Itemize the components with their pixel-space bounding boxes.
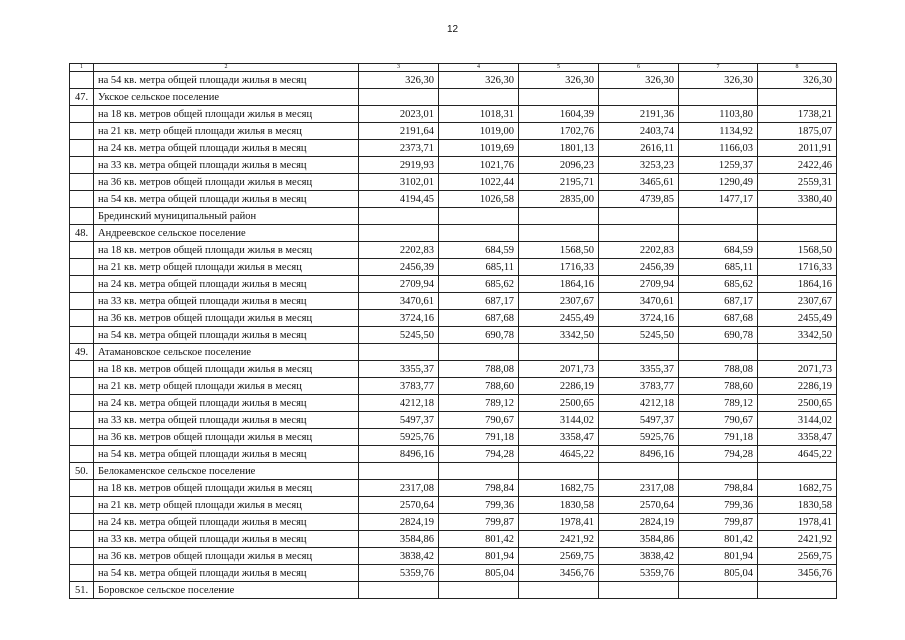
value-cell: 3584,86 [359,531,439,548]
value-cell: 805,04 [679,565,758,582]
row-number [70,429,94,446]
value-cell: 791,18 [679,429,758,446]
value-cell: 2709,94 [599,276,679,293]
value-cell: 2455,49 [758,310,837,327]
value-cell: 1738,21 [758,106,837,123]
row-label: Укское сельское поселение [94,89,359,106]
row-label: на 21 кв. метр общей площади жилья в месяц [94,123,359,140]
column-number: 6 [599,64,679,72]
value-cell: 2202,83 [599,242,679,259]
value-cell: 2569,75 [758,548,837,565]
value-cell: 1875,07 [758,123,837,140]
value-cell [758,344,837,361]
row-label: на 36 кв. метров общей площади жилья в месяц [94,174,359,191]
value-cell: 3470,61 [599,293,679,310]
value-cell [519,225,599,242]
table-row [70,225,837,242]
row-number: 48. [70,225,94,242]
table-row [70,446,837,463]
value-cell: 3838,42 [599,548,679,565]
value-cell: 2286,19 [758,378,837,395]
row-label: на 24 кв. метра общей площади жилья в месяц [94,140,359,157]
row-number [70,548,94,565]
table-row [70,463,837,480]
value-cell: 3380,40 [758,191,837,208]
value-cell: 326,30 [599,72,679,89]
row-number [70,174,94,191]
value-cell: 5359,76 [599,565,679,582]
row-number [70,310,94,327]
row-number [70,208,94,225]
table-row [70,208,837,225]
value-cell: 8496,16 [359,446,439,463]
value-cell [758,463,837,480]
value-cell: 1568,50 [758,242,837,259]
value-cell: 3342,50 [519,327,599,344]
value-cell: 801,42 [439,531,519,548]
table-row [70,89,837,106]
row-number [70,446,94,463]
row-number [70,327,94,344]
value-cell: 2307,67 [758,293,837,310]
table-row [70,276,837,293]
value-cell: 789,12 [679,395,758,412]
row-label: на 21 кв. метр общей площади жилья в месяц [94,497,359,514]
tariff-table [69,63,837,599]
value-cell: 1568,50 [519,242,599,259]
table-row [70,293,837,310]
row-label: на 54 кв. метра общей площади жилья в месяц [94,446,359,463]
row-label: Атамановское сельское поселение [94,344,359,361]
value-cell: 326,30 [439,72,519,89]
value-cell: 687,68 [679,310,758,327]
value-cell: 801,94 [679,548,758,565]
value-cell: 1019,00 [439,123,519,140]
column-number: 2 [94,64,359,72]
value-cell [758,582,837,599]
row-label: на 36 кв. метров общей площади жилья в месяц [94,429,359,446]
value-cell: 2023,01 [359,106,439,123]
column-number: 4 [439,64,519,72]
value-cell [439,582,519,599]
value-cell: 3470,61 [359,293,439,310]
row-number [70,293,94,310]
value-cell: 2569,75 [519,548,599,565]
column-number: 3 [359,64,439,72]
table-row [70,310,837,327]
value-cell: 326,30 [679,72,758,89]
row-label: на 36 кв. метров общей площади жилья в месяц [94,310,359,327]
value-cell [679,208,758,225]
row-number [70,242,94,259]
value-cell: 2373,71 [359,140,439,157]
value-cell [519,463,599,480]
value-cell: 5359,76 [359,565,439,582]
value-cell: 3144,02 [519,412,599,429]
value-cell: 788,60 [679,378,758,395]
value-cell: 1682,75 [519,480,599,497]
value-cell [359,89,439,106]
table-row [70,72,837,89]
value-cell: 2500,65 [519,395,599,412]
value-cell: 2286,19 [519,378,599,395]
value-cell: 2570,64 [599,497,679,514]
row-label: на 21 кв. метр общей площади жилья в месяц [94,259,359,276]
value-cell: 3342,50 [758,327,837,344]
value-cell: 5925,76 [359,429,439,446]
row-label: на 33 кв. метра общей площади жилья в месяц [94,412,359,429]
row-label: на 18 кв. метров общей площади жилья в месяц [94,106,359,123]
table-row [70,429,837,446]
value-cell: 799,87 [679,514,758,531]
value-cell: 1021,76 [439,157,519,174]
value-cell [519,89,599,106]
value-cell: 799,87 [439,514,519,531]
value-cell [599,344,679,361]
value-cell: 8496,16 [599,446,679,463]
table-row [70,548,837,565]
value-cell [519,582,599,599]
row-label: на 54 кв. метра общей площади жилья в месяц [94,191,359,208]
row-label: на 36 кв. метров общей площади жилья в месяц [94,548,359,565]
value-cell: 3144,02 [758,412,837,429]
row-number [70,72,94,89]
value-cell: 1604,39 [519,106,599,123]
value-cell: 3838,42 [359,548,439,565]
value-cell: 794,28 [679,446,758,463]
value-cell: 685,62 [439,276,519,293]
value-cell: 3584,86 [599,531,679,548]
value-cell: 790,67 [439,412,519,429]
value-cell: 794,28 [439,446,519,463]
value-cell [679,582,758,599]
value-cell: 2455,49 [519,310,599,327]
table-row [70,378,837,395]
value-cell [519,344,599,361]
table-row [70,327,837,344]
row-label: на 21 кв. метр общей площади жилья в месяц [94,378,359,395]
value-cell: 798,84 [439,480,519,497]
value-cell: 685,11 [439,259,519,276]
row-number [70,361,94,378]
value-cell: 685,11 [679,259,758,276]
value-cell: 2307,67 [519,293,599,310]
column-number: 8 [758,64,837,72]
value-cell: 684,59 [679,242,758,259]
value-cell [439,89,519,106]
value-cell: 3724,16 [599,310,679,327]
value-cell: 5497,37 [359,412,439,429]
value-cell: 1830,58 [519,497,599,514]
value-cell [758,208,837,225]
value-cell: 4212,18 [359,395,439,412]
value-cell: 788,60 [439,378,519,395]
table-row [70,497,837,514]
value-cell: 690,78 [439,327,519,344]
value-cell: 5245,50 [599,327,679,344]
row-label: Боровское сельское поселение [94,582,359,599]
value-cell: 2317,08 [359,480,439,497]
value-cell: 326,30 [519,72,599,89]
value-cell: 1702,76 [519,123,599,140]
value-cell: 799,36 [679,497,758,514]
value-cell: 3358,47 [519,429,599,446]
value-cell: 2709,94 [359,276,439,293]
value-cell: 801,94 [439,548,519,565]
value-cell [679,344,758,361]
row-label: на 18 кв. метров общей площади жилья в месяц [94,242,359,259]
value-cell [439,344,519,361]
value-cell [679,225,758,242]
value-cell: 791,18 [439,429,519,446]
row-label: на 33 кв. метра общей площади жилья в месяц [94,531,359,548]
value-cell: 2191,64 [359,123,439,140]
row-number: 49. [70,344,94,361]
table-row [70,480,837,497]
value-cell [359,463,439,480]
value-cell: 2456,39 [599,259,679,276]
value-cell: 2071,73 [758,361,837,378]
value-cell [599,89,679,106]
value-cell: 5245,50 [359,327,439,344]
value-cell: 1019,69 [439,140,519,157]
row-number [70,157,94,174]
value-cell: 1716,33 [519,259,599,276]
value-cell: 4212,18 [599,395,679,412]
value-cell: 4645,22 [519,446,599,463]
row-label: на 24 кв. метра общей площади жилья в месяц [94,395,359,412]
value-cell: 2824,19 [599,514,679,531]
row-number [70,259,94,276]
value-cell: 2500,65 [758,395,837,412]
value-cell: 4194,45 [359,191,439,208]
value-cell: 3465,61 [599,174,679,191]
row-number [70,276,94,293]
value-cell [679,89,758,106]
value-cell: 3355,37 [599,361,679,378]
value-cell: 1864,16 [519,276,599,293]
value-cell: 2570,64 [359,497,439,514]
value-cell: 2191,36 [599,106,679,123]
value-cell [439,208,519,225]
value-cell: 687,17 [439,293,519,310]
value-cell [599,582,679,599]
row-label: на 54 кв. метра общей площади жилья в месяц [94,72,359,89]
value-cell [439,463,519,480]
value-cell: 1801,13 [519,140,599,157]
row-number [70,395,94,412]
value-cell: 3724,16 [359,310,439,327]
value-cell [758,89,837,106]
value-cell: 1018,31 [439,106,519,123]
value-cell: 1290,49 [679,174,758,191]
table-row [70,344,837,361]
value-cell: 685,62 [679,276,758,293]
value-cell: 687,68 [439,310,519,327]
table-row [70,106,837,123]
value-cell: 789,12 [439,395,519,412]
column-number: 1 [70,64,94,72]
value-cell: 684,59 [439,242,519,259]
value-cell: 1978,41 [758,514,837,531]
value-cell: 1259,37 [679,157,758,174]
value-cell: 1864,16 [758,276,837,293]
value-cell: 2317,08 [599,480,679,497]
table-row [70,514,837,531]
value-cell: 3102,01 [359,174,439,191]
row-label: Брединский муниципальный район [94,208,359,225]
value-cell: 1026,58 [439,191,519,208]
value-cell: 4645,22 [758,446,837,463]
value-cell: 2559,31 [758,174,837,191]
row-number [70,565,94,582]
column-number: 5 [519,64,599,72]
value-cell: 2835,00 [519,191,599,208]
value-cell: 3355,37 [359,361,439,378]
row-number: 50. [70,463,94,480]
row-number: 51. [70,582,94,599]
table-row [70,140,837,157]
table-row [70,191,837,208]
value-cell: 326,30 [758,72,837,89]
table-row [70,157,837,174]
value-cell: 799,36 [439,497,519,514]
row-number [70,191,94,208]
value-cell: 3783,77 [599,378,679,395]
value-cell: 2421,92 [758,531,837,548]
page-number: 12 [446,24,459,35]
table-row [70,531,837,548]
value-cell: 3456,76 [758,565,837,582]
value-cell: 1477,17 [679,191,758,208]
value-cell: 1830,58 [758,497,837,514]
row-label: Белокаменское сельское поселение [94,463,359,480]
value-cell: 687,17 [679,293,758,310]
row-number [70,531,94,548]
value-cell: 1716,33 [758,259,837,276]
value-cell: 2456,39 [359,259,439,276]
value-cell: 1103,80 [679,106,758,123]
value-cell: 2096,23 [519,157,599,174]
value-cell: 1166,03 [679,140,758,157]
row-label: на 54 кв. метра общей площади жилья в месяц [94,327,359,344]
row-number [70,514,94,531]
value-cell: 1682,75 [758,480,837,497]
value-cell: 2422,46 [758,157,837,174]
row-number [70,106,94,123]
value-cell: 5497,37 [599,412,679,429]
value-cell: 5925,76 [599,429,679,446]
value-cell: 2421,92 [519,531,599,548]
row-number [70,497,94,514]
row-label: Андреевское сельское поселение [94,225,359,242]
table-row [70,565,837,582]
value-cell: 1134,92 [679,123,758,140]
value-cell: 326,30 [359,72,439,89]
row-label: на 24 кв. метра общей площади жилья в месяц [94,514,359,531]
row-label: на 18 кв. метров общей площади жилья в месяц [94,480,359,497]
value-cell: 3783,77 [359,378,439,395]
value-cell: 2071,73 [519,361,599,378]
table-row [70,259,837,276]
value-cell: 788,08 [679,361,758,378]
table-row [70,123,837,140]
row-number [70,378,94,395]
table-row [70,582,837,599]
value-cell: 790,67 [679,412,758,429]
value-cell [599,208,679,225]
value-cell: 788,08 [439,361,519,378]
value-cell: 2195,71 [519,174,599,191]
value-cell: 3253,23 [599,157,679,174]
value-cell [758,225,837,242]
value-cell: 805,04 [439,565,519,582]
table-row [70,174,837,191]
value-cell [359,208,439,225]
row-number [70,123,94,140]
column-number: 7 [679,64,758,72]
column-number-row [70,64,837,72]
value-cell [359,582,439,599]
value-cell [359,344,439,361]
value-cell [599,463,679,480]
row-number [70,480,94,497]
table-row [70,395,837,412]
row-label: на 33 кв. метра общей площади жилья в месяц [94,293,359,310]
value-cell [519,208,599,225]
table-body [70,64,837,599]
value-cell: 2616,11 [599,140,679,157]
value-cell: 3456,76 [519,565,599,582]
table-row [70,242,837,259]
value-cell: 4739,85 [599,191,679,208]
row-label: на 18 кв. метров общей площади жилья в месяц [94,361,359,378]
row-number [70,412,94,429]
value-cell: 3358,47 [758,429,837,446]
value-cell: 798,84 [679,480,758,497]
row-label: на 24 кв. метра общей площади жилья в месяц [94,276,359,293]
row-label: на 33 кв. метра общей площади жилья в месяц [94,157,359,174]
value-cell [599,225,679,242]
row-label: на 54 кв. метра общей площади жилья в месяц [94,565,359,582]
value-cell: 2202,83 [359,242,439,259]
value-cell [439,225,519,242]
value-cell: 2824,19 [359,514,439,531]
value-cell: 2403,74 [599,123,679,140]
row-number [70,140,94,157]
value-cell [679,463,758,480]
value-cell: 2919,93 [359,157,439,174]
value-cell: 690,78 [679,327,758,344]
table-row [70,361,837,378]
value-cell [359,225,439,242]
value-cell: 801,42 [679,531,758,548]
value-cell: 1022,44 [439,174,519,191]
row-number: 47. [70,89,94,106]
value-cell: 2011,91 [758,140,837,157]
value-cell: 1978,41 [519,514,599,531]
table-row [70,412,837,429]
